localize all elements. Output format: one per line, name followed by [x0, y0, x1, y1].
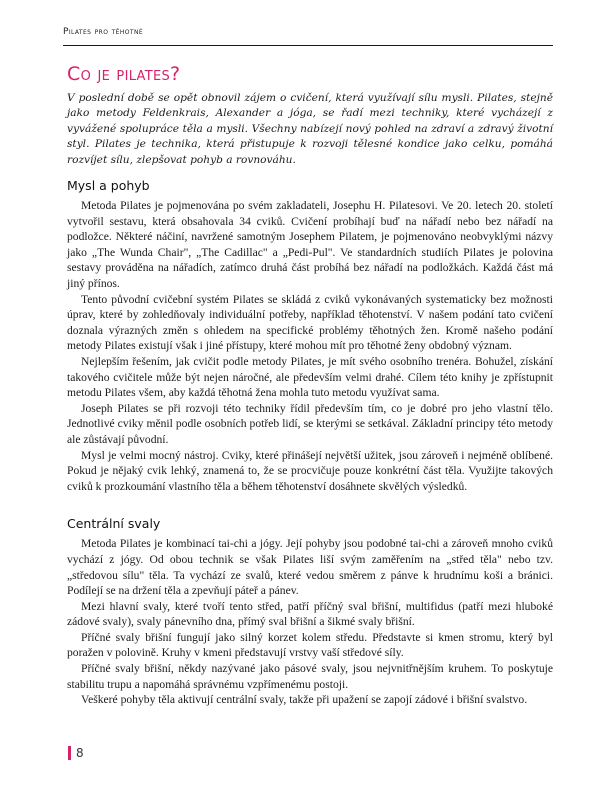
paragraph: Mysl je velmi mocný nástroj. Cviky, které přinášejí největší užitek, jsou zároveň i nejméně oblíbené. Pokud je nějaký cvik lehký, znamená to, že se procvičuje pouze konkrétní část těla. Využijte takových cviků k prozkoumání vlastního těla a během těhotenství dosáhnete skvělých výsledků. [67, 448, 553, 493]
footer-accent-bar [68, 746, 71, 760]
paragraph: Veškeré pohyby těla aktivují centrální svaly, takže při upažení se zapojí zádové i břišní svalstvo. [81, 693, 528, 707]
paragraph: Mezi hlavní svaly, které tvoří tento střed, patří příčný sval břišní, multifidus (patří mezi hluboké zádové svaly), svaly pánevního dna, přímý sval břišní a šikmé svaly břišní. [67, 599, 553, 629]
paragraph: Metoda Pilates je kombinací tai-chi a jógy. Její pohyby jsou podobné tai-chi a zároveň mnoho cviků vychází z jógy. Od obou technik se však Pilates liší svým zaměřením na „střed těla" nebo tzv. „středovou sílu" těla. Ta vychází ze svalů, které vedou směrem z pánve k hrudnímu koši a bránici. Podílejí se na držení těla a zpevňují páteř a pánev. [67, 537, 553, 598]
chapter-title: Co je pilates? [67, 63, 181, 85]
page-content [67, 63, 553, 708]
chapter-intro: V poslední době se opět obnovil zájem o cvičení, která využívají sílu mysli. Pilates, stejně jako metody Feldenkrais, Alexander a jóga, se řadí mezi techniky, které vycházejí z vyvážené spolupráce těla a mysli. Všechny nabízejí nový pohled na zdraví a zdravý životní styl. Pilates je technika, která přistupuje k rozvoji tělesné kondice jako celku, pomáhá rozvíjet sílu, zlepšovat pohyb a rovnováhu. [67, 92, 553, 166]
section-heading-mysl-a-pohyb: Mysl a pohyb [67, 178, 150, 194]
paragraph: Příčné svaly břišní fungují jako silný korzet kolem středu. Představte si kmen stromu, který byl poražen v polovině. Kruhy v kmeni představují vrstvy vaší středové síly. [67, 630, 553, 660]
paragraph: Příčné svaly břišní, někdy nazývané jako pásové svaly, jsou nejvnitřnějším kruhem. To poskytuje stabilitu trupu a napomáhá správnému vzpřímenému postoji. [67, 662, 553, 691]
paragraph: Metoda Pilates je pojmenována po svém zakladateli, Josephu H. Pilatesovi. Ve 20. letech 20. století vytvořil sestavu, která obsahovala 34 cviků. Cvičení probíhají buď na nářadí nebo bez nářadí na podložce. Některé náčiní, navržené samotným Josephem Pilatem, je pojmenováno neobvyklými názvy jako „The Wunda Chair", „The Cadillac" a „Pedi-Pul". Ve standardních studiích Pilates je polovina sestavy prováděna na nářadích, zatímco druhá část probíhá bez nářadí na podložkách. Každá část má jiný přínos. [67, 199, 553, 290]
page-footer [68, 746, 84, 760]
header-rule [63, 45, 553, 46]
page-number: 8 [76, 746, 84, 760]
paragraph: Joseph Pilates se při rozvoji této techniky řídil především tím, co je dobré pro jeho vlastní tělo. Jednotlivé cviky měnil podle osobních potřeb lidí, se kterými se setkával. Základní principy této metody ale zůstávají původní. [67, 401, 553, 446]
running-header: Pilates pro těhotné [63, 27, 144, 37]
section-heading-centralni-svaly: Centrální svaly [67, 516, 161, 532]
paragraph: Tento původní cvičební systém Pilates se skládá z cviků vykonávaných systematicky bez možnosti úprav, které by zohledňovaly individuální potřeby, například těhotenství. V našem podání tato cvičení doznala výrazných změn s ohledem na specifické problémy těhotných žen. Kromě našeho podání metody Pilates existují však i jiné přístupy, které mohou mít pro těhotné ženy obdobný význam. [67, 292, 553, 353]
paragraph: Nejlepším řešením, jak cvičit podle metody Pilates, je mít svého osobního trenéra. Bohužel, získání takového cvičitele může být nejen náročné, ale především velmi drahé. Cílem této knihy je zpřístupnit metodu Pilates všem, aby každá těhotná žena mohla tuto metodu využívat sama. [67, 354, 553, 400]
